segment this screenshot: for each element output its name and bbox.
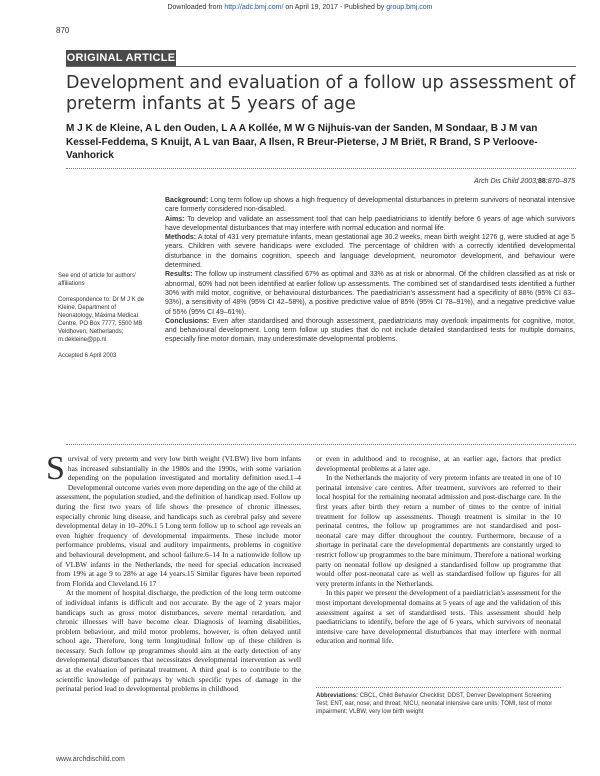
article-type-label: ORIGINAL ARTICLE bbox=[66, 52, 176, 64]
abstract-conclusions bbox=[165, 317, 575, 345]
background-text: Long term follow up shows a high frequency of developmental disturbances in preterm survivors of neonatal intensive care formerly considered non-disabled. bbox=[165, 197, 575, 214]
intro-paragraph-2: At the moment of hospital discharge, the prediction of the long term outcome of individual infants is difficult and not accurate. By the age of 2 years major handicaps such as gross motor disturbances, severe mental retardation, and chronic illnesses will have become clear. Diagnosis of learning disabilities, problem behaviour, and mild motor problems, however, is often delayed until school age. Therefore, long term longitudinal follow up of these children is necessary. Such follow up programmes should aim at the early detection of any developmental disturbances that necessitates developmental intervention as well as at the evaluation of perinatal treatment. A third goal is to contribute to the scientific knowledge of pathways by which specific types of damage in the perinatal period lead to developmental problems in childhood bbox=[56, 588, 301, 694]
title-rule bbox=[66, 66, 576, 67]
banner-middle: on April 19, 2017 - Published by bbox=[285, 4, 385, 11]
affiliations-note: See end of article for authors' affiliations bbox=[58, 273, 137, 287]
abbreviations-box bbox=[316, 692, 561, 716]
source-link[interactable]: http://adc.bmj.com/ bbox=[224, 4, 284, 11]
aims-label: Aims: bbox=[165, 215, 185, 223]
body-column-left bbox=[46, 450, 301, 694]
abstract-methods bbox=[165, 233, 575, 270]
side-notes bbox=[58, 272, 146, 368]
abstract-divider bbox=[66, 444, 576, 445]
publisher-link[interactable]: group.bmj.com bbox=[386, 4, 433, 11]
abstract-results bbox=[165, 270, 575, 316]
correspondence-note: Correspondence to: Dr M J K de Kleine, Department of Neonatology, Máxima Medical Centre, PO Box 7777, 5500 MB Veldhoven, Netherlands; m.dekleine@pp.nl bbox=[58, 297, 145, 343]
citation-journal: Arch Dis Child bbox=[474, 178, 519, 185]
download-banner bbox=[0, 4, 600, 11]
accepted-date: Accepted 6 April 2003 bbox=[58, 353, 117, 359]
citation bbox=[474, 178, 575, 185]
conclusions-label: Conclusions: bbox=[165, 317, 210, 325]
abbreviations-text: CBCL, Child Behavior Checklist; DDST, Denver Development Screening Test; ENT, ear, nose, and throat; NICU, neonatal intensive care units; TOMI, test of motor impairment; VLBW, very low birth weight bbox=[316, 693, 553, 715]
intro-text-1: urvival of very preterm and very low birth weight (VLBW) live born infants has increased substantially in the 1980s and the 1990s, with some variation depending on the population investigated and mortality definition used.1–4 Developmental outcome varies even more depending on the age of the child at assessment, the population studied, and the definition of handicap used. Follow up during the first two years of life shows the presence of chronic illnesses, especially chronic lung disease, and handicaps such as cerebral palsy and severe developmental delay in 10–20%.1 5 Long term follow up to school age reveals an even higher frequency of developmental impairments. These include motor performance problems, visual and auditory impairments, problems in cognitive and behavioural development, and school failure.6–14 In a nationwide follow up of VLBW infants in the Netherlands, the need for special education increased from 19% at age 9 to 28% at age 14 years.15 Similar figures have been reported from Florida and Cleveland.16 17 bbox=[56, 454, 301, 588]
banner-prefix: Downloaded from bbox=[167, 4, 223, 11]
abstract-background bbox=[165, 196, 575, 215]
abbreviations-divider bbox=[316, 687, 561, 688]
citation-year: 2003; bbox=[520, 178, 538, 185]
results-label: Results: bbox=[165, 271, 193, 279]
aims-text: To develop and validate an assessment tool that can help paediatricians to identify before 6 years of age which survivors have developmental disturbances that may interfere with normal education and normal life. bbox=[165, 215, 575, 232]
results-text: The follow up instrument classified 67% as optimal and 33% as at risk or abnormal. Of the children classified as at risk or abnormal, 60% had not been identified at earlier follow up assessments. The combined set of standardised tests identified a further 30% with mild motor, cognitive, or behavioural disturbances. The paediatrician's assessment had a specificity of 88% (95% CI 83–93%), a sensitivity of 48% (95% CI 42–58%), a positive predictive value of 85% (95% CI 78–91%), and a negative predictive value of 55% (95% CI 49–61%). bbox=[165, 271, 575, 316]
methods-label: Methods: bbox=[165, 234, 197, 242]
methods-text: A total of 431 very premature infants, mean gestational age 30.2 weeks, mean birth weight 1276 g, were studied at age 5 years. Children with severe handicaps were excluded. The percentage of children with a correctly identified developmental disturbance in the domains cognition, speech and language development, neuromotor development, and behaviour were determined. bbox=[165, 234, 576, 270]
abbreviations-label: Abbreviations: bbox=[316, 693, 359, 699]
footer-url[interactable]: www.archdischild.com bbox=[56, 756, 125, 763]
intro-paragraph-3: or even in adulthood and to recognise, at an earlier age, factors that predict developmental problems at a later age. bbox=[316, 454, 561, 473]
citation-volume: 88 bbox=[538, 178, 546, 185]
abstract bbox=[165, 196, 575, 345]
intro-paragraph-1 bbox=[46, 450, 301, 588]
conclusions-text: Even after standardised and thorough assessment, paediatricians may overlook impairments for cognitive, motor, and behavioural development. Long term follow up studies that do not include detailed standardised tests for multiple domains, especially fine motor domain, may underestimate developmental problems. bbox=[165, 317, 575, 344]
background-label: Background: bbox=[165, 197, 209, 204]
header-divider bbox=[66, 168, 576, 169]
article-title: Development and evaluation of a follow up assessment of preterm infants at 5 years of age bbox=[66, 73, 576, 114]
author-list: M J K de Kleine, A L den Ouden, L A A Kollée, M W G Nijhuis-van der Sanden, M Sondaar, B J M van Kessel-Feddema, S Knuijt, A L van Baar, A Ilsen, R Breur-Pieterse, J M Briët, R Brand, S P Verloove-Vanhorick bbox=[66, 123, 538, 161]
citation-pages: :870–875 bbox=[545, 178, 575, 185]
abstract-aims bbox=[165, 215, 575, 234]
page-number: 870 bbox=[56, 26, 70, 35]
intro-paragraph-4: In the Netherlands the majority of very preterm infants are treated in one of 10 perinatal intensive care centres. After treatment, survivors are referred to their local hospital for the remaining neonatal admission and post-discharge care. In the first years after birth they return a number of times to the centre of initial treatment for follow up assessments. Though treatment is similar in the 10 perinatal centres, the follow up programmes are not standardised and post-neonatal care may differ throughout the country. Furthermore, because of a shortage in perinatal care the developmental departments are constantly urged to restrict follow up programmes to the bare minimum. Therefore a national working party on neonatal follow up designed a standardised follow up programme that would offer post-neonatal care as well as standardised follow up figures for all very preterm infants in the Netherlands. bbox=[316, 473, 561, 588]
body-column-right bbox=[316, 454, 561, 646]
intro-paragraph-5: In this paper we present the development of a paediatrician's assessment for the most important developmental domains at 5 years of age and the validation of this assessment against a set of standardised tests. This assessment should help paediatricians to identify, before the age of 6 years, which survivors of neonatal intensive care have developmental disturbances that may interfere with normal education and normal life. bbox=[316, 588, 561, 646]
drop-cap: S bbox=[46, 450, 65, 487]
